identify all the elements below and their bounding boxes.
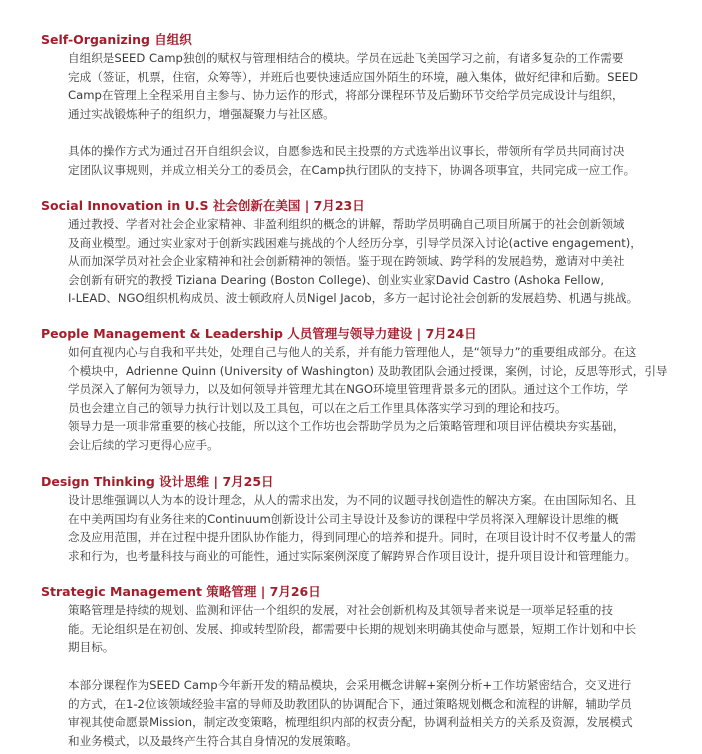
text-line: I-LEAD、NGO组织机构成员、波士顿政府人员Nigel Jacob，多方一起讨论社会创新的发展趋势、机遇与挑战。: [68, 291, 639, 305]
text-line: 个模块中，Adrienne Quinn (University of Washington) 及助教团队会通过授课，案例，讨论，反思等形式，引导: [68, 363, 668, 378]
text-line: 如何直视内心与自我和平共处，处理自己与他人的关系，并有能力管理他人，是“领导力”的重要组成部分。在这: [68, 345, 637, 359]
text-line: 完成（签证，机票，住宿，众筹等），并班后也要快速适应国外陌生的环境，融入集体，做好纪律和后勤。SEED: [68, 69, 639, 84]
text-line: 念及应用范围，并在过程中提升团队协作能力，得到同理心的培养和提升。同时，在项目设计时不仅考量人的需: [68, 530, 637, 544]
section-heading: People Management & Leadership 人员管理与领导力建设 | 7月24日: [41, 326, 477, 341]
text-line: 设计思维强调以人为本的设计理念，从人的需求出发，为不同的议题寻找创造性的解决方案。在由国际知名、且: [68, 493, 637, 507]
text-line: 领导力是一项非常重要的核心技能，所以这个工作坊也会帮助学员为之后策略管理和项目评估模块夯实基础，: [68, 419, 625, 433]
section-heading: Self-Organizing 自组织: [41, 32, 192, 47]
section-paragraph: [68, 343, 692, 454]
text-line: 在中美两国均有业务往来的Continuum创新设计公司主导设计及参访的课程中学员将深入理解设计思维的概: [68, 511, 619, 526]
section-heading: Design Thinking 设计思维 | 7月25日: [41, 474, 274, 489]
text-line: 具体的操作方式为通过召开自组织会议，自愿参选和民主投票的方式选举出议事长，带领所有学员共同商讨决: [68, 144, 625, 158]
text-line: Camp在管理上全程采用自主参与、协力运作的形式，将部分课程环节及后勤环节交给学员完成设计与组织，: [68, 88, 624, 102]
text-line: 策略管理是持续的规划、监测和评估一个组织的发展，对社会创新机构及其领导者来说是一项举足轻重的技: [68, 603, 613, 617]
text-line: 及商业模型。通过实业家对于创新实践困难与挑战的个人经历分享，引导学员深入讨论(active engagement)，: [68, 235, 642, 250]
section-heading: Strategic Management 策略管理 | 7月26日: [41, 584, 321, 599]
text-line: 自组织是SEED Camp独创的赋权与管理相结合的模块。学员在远赴飞美国学习之前，有诸多复杂的工作需要: [68, 51, 624, 65]
text-line: 从而加深学员对社会企业家精神和社会创新精神的领悟。鉴于现在跨领域、跨学科的发展趋势，邀请对中美社: [68, 254, 625, 268]
text-line: 能。无论组织是在初创、发展、抑或转型阶段，都需要中长期的规划来明确其使命与愿景，短期工作计划和中长: [68, 621, 637, 636]
text-line: 期目标。: [68, 640, 115, 654]
section-heading: Social Innovation in U.S 社会创新在美国 | 7月23日: [41, 198, 365, 213]
text-line: 求和行为，也考量科技与商业的可能性，通过实际案例深度了解跨界合作项目设计，提升项目设计和管理能力。: [68, 548, 637, 563]
text-line: 通过教授、学者对社会企业家精神、非盈利组织的概念的讲解，帮助学员明确自己项目所属于的社会创新领域: [68, 217, 625, 231]
section-paragraph: [68, 215, 692, 308]
section-paragraph: [68, 49, 692, 123]
text-line: 会让后续的学习更得心应手。: [68, 437, 219, 452]
text-line: 通过实战锻炼种子的组织力，增强凝聚力与社区感。: [68, 106, 335, 121]
section-paragraph: [68, 491, 692, 565]
section-paragraph: [68, 676, 692, 750]
text-line: 的方式，在1-2位该领域经验丰富的导师及助教团队的协调配合下，通过策略规划概念和流程的讲解，辅助学员: [68, 696, 632, 711]
text-line: 和业务模式，以及最终产生符合其自身情况的发展策略。: [68, 733, 358, 748]
text-line: 学员深入了解何为领导力，以及如何领导并管理尤其在NGO环境里管理背景多元的团队。通过这个工作坊，学: [68, 382, 629, 396]
text-line: 会创新有研究的教授 Tiziana Dearing (Boston College)、创业实业家David Castro (Ashoka Fellow,: [68, 272, 605, 287]
text-line: 审视其使命愿景Mission，制定改变策略，梳理组织内部的权责分配，协调利益相关方的关系及资源，发展模式: [68, 715, 633, 729]
text-line: 定团队议事规则，并成立相关分工的委员会，在Camp执行团队的支持下，协调各项事宜，共同完成一应工作。: [68, 162, 636, 177]
text-line: 员也会建立自己的领导力执行计划以及工具包，可以在之后工作里具体落实学习到的理论和技巧。: [68, 400, 567, 415]
section-paragraph: [68, 142, 692, 179]
section-paragraph: [68, 601, 692, 657]
text-line: 本部分课程作为SEED Camp今年新开发的精品模块，会采用概念讲解+案例分析+工作坊紧密结合，交叉进行: [68, 678, 632, 692]
